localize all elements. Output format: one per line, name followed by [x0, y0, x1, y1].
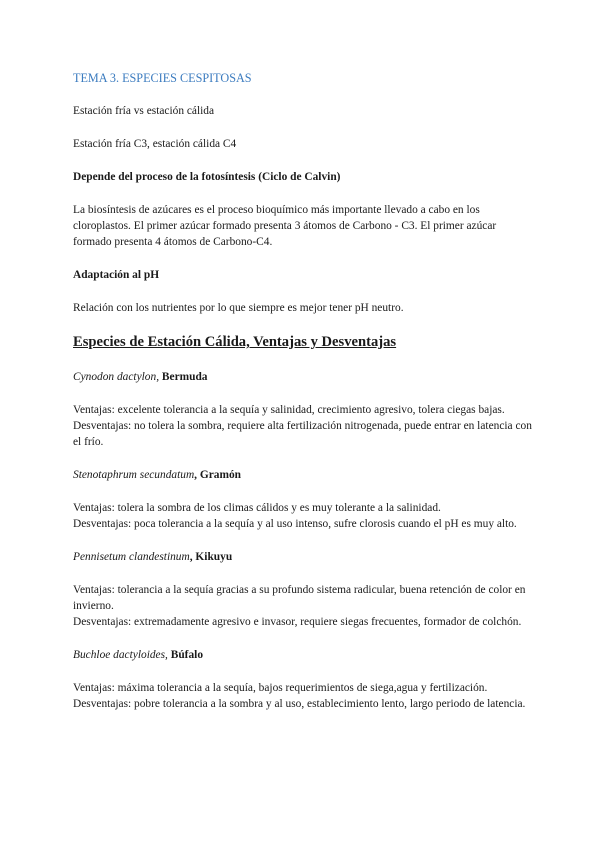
ph-heading: Adaptación al pH	[73, 269, 160, 281]
species-advantages: Ventajas: tolera la sombra de los climas cálidos y es muy tolerante a la salinidad.	[73, 502, 441, 514]
species-details-kikuyu	[73, 582, 533, 630]
species-details-bufalo	[73, 680, 533, 712]
species-name-gramon	[73, 467, 533, 483]
intro-line-2: Estación fría C3, estación cálida C4	[73, 138, 237, 150]
species-disadvantages: Desventajas: extremadamente agresivo e invasor, requiere siegas frecuentes, formador de colchón.	[73, 616, 522, 628]
species-disadvantages: Desventajas: pobre tolerancia a la sombra y al uso, establecimiento lento, largo periodo de latencia.	[73, 698, 526, 710]
species-disadvantages: Desventajas: poca tolerancia a la sequía y al uso intenso, sufre clorosis cuando el pH es muy alto.	[73, 518, 517, 530]
species-scientific-name: Pennisetum clandestinum	[73, 551, 190, 563]
species-scientific-name: Buchloe dactyloides,	[73, 649, 168, 661]
species-common-name: Bermuda	[159, 371, 208, 383]
species-scientific-name: Cynodon dactylon,	[73, 371, 160, 383]
species-name-bermuda	[73, 369, 533, 385]
species-disadvantages: Desventajas: no tolera la sombra, requiere alta fertilización nitrogenada, puede entrar en latencia con el frío.	[73, 420, 532, 448]
section-heading: Especies de Estación Cálida, Ventajas y Desventajas	[73, 334, 397, 350]
species-advantages: Ventajas: excelente tolerancia a la sequía y salinidad, crecimiento agresivo, tolera ciegas bajas.	[73, 404, 505, 416]
species-advantages: Ventajas: tolerancia a la sequía gracias a su profundo sistema radicular, buena retención de color en invierno.	[73, 584, 526, 612]
document-title: TEMA 3. ESPECIES CESPITOSAS	[73, 71, 252, 85]
photosynthesis-paragraph: La biosíntesis de azúcares es el proceso bioquímico más importante llevado a cabo en los cloroplastos. El primer azúcar formado presenta 3 átomos de Carbono - C3. El primer azúcar formado presenta 4 átomos de Carbono-C4.	[73, 204, 497, 248]
photosynthesis-heading: Depende del proceso de la fotosíntesis (Ciclo de Calvin)	[73, 171, 341, 183]
species-name-bufalo	[73, 647, 533, 663]
species-details-bermuda	[73, 402, 533, 450]
ph-paragraph: Relación con los nutrientes por lo que siempre es mejor tener pH neutro.	[73, 302, 404, 314]
intro-line-1: Estación fría vs estación cálida	[73, 105, 215, 117]
species-scientific-name: Stenotaphrum secundatum	[73, 469, 195, 481]
species-common-name: Búfalo	[167, 649, 204, 661]
species-advantages: Ventajas: máxima tolerancia a la sequía, bajos requerimientos de siega,agua y fertilización.	[73, 682, 488, 694]
species-details-gramon	[73, 500, 533, 532]
species-name-kikuyu	[73, 549, 533, 565]
species-common-name: , Gramón	[194, 469, 241, 481]
species-common-name: , Kikuyu	[189, 551, 233, 563]
document-content	[73, 70, 533, 729]
